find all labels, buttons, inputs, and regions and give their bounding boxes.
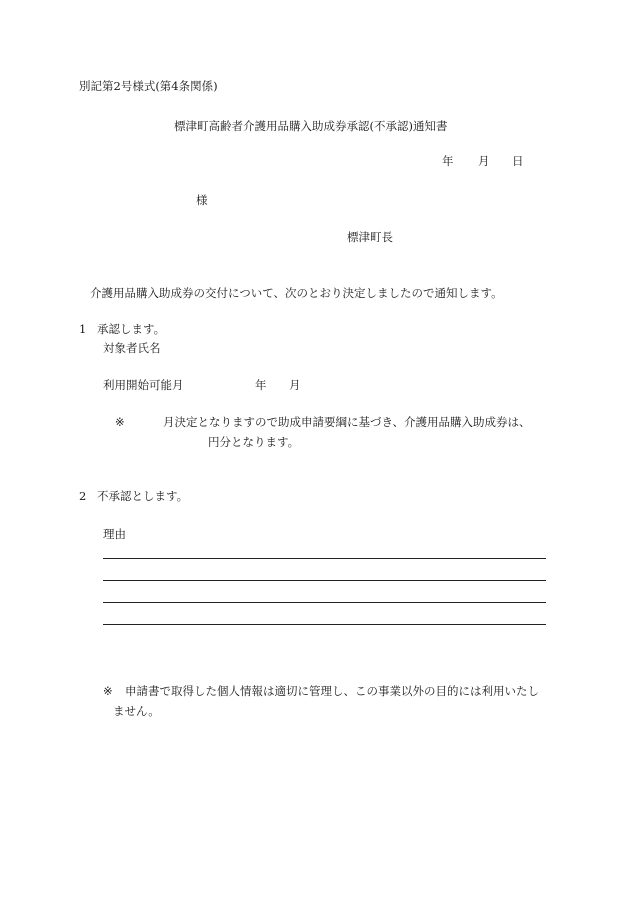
reason-line xyxy=(103,558,546,559)
privacy-note-mark: ※ xyxy=(103,684,113,698)
approved-note-line2: 円分となります。 xyxy=(208,435,300,449)
reason-line xyxy=(103,602,546,603)
date-month-label: 月 xyxy=(478,154,490,168)
document-title: 標津町高齢者介護用品購入助成券承認(不承認)通知書 xyxy=(174,119,448,133)
reason-label: 理由 xyxy=(103,527,126,541)
date-year-label: 年 xyxy=(442,154,454,168)
start-month-label: 利用開始可能月 xyxy=(103,378,184,392)
reason-line xyxy=(103,580,546,581)
approved-heading: 承認します。 xyxy=(97,322,166,336)
intro-text: 介護用品購入助成券の交付について、次のとおり決定しましたので通知します。 xyxy=(90,286,503,300)
date-day-label: 日 xyxy=(512,154,524,168)
start-month-unit: 月 xyxy=(289,378,301,392)
privacy-note-line1: 申請書で取得した個人情報は適切に管理し、この事業以外の目的には利用いたし xyxy=(125,684,539,698)
target-name-label: 対象者氏名 xyxy=(103,341,161,355)
reason-line xyxy=(103,624,546,625)
issuer-name: 標津町長 xyxy=(347,230,393,244)
approved-number: 1 xyxy=(79,322,87,336)
privacy-note-line2: ません。 xyxy=(113,704,160,718)
approved-note-line1: 月決定となりますので助成申請要綱に基づき、介護用品購入助成券は、 xyxy=(163,415,531,429)
start-year-unit: 年 xyxy=(255,378,267,392)
rejected-number: 2 xyxy=(79,489,87,503)
form-number: 別記第2号様式(第4条関係) xyxy=(79,79,218,93)
recipient-honorific: 様 xyxy=(196,193,208,207)
rejected-heading: 不承認とします。 xyxy=(97,489,189,503)
approved-note-mark: ※ xyxy=(115,415,125,429)
